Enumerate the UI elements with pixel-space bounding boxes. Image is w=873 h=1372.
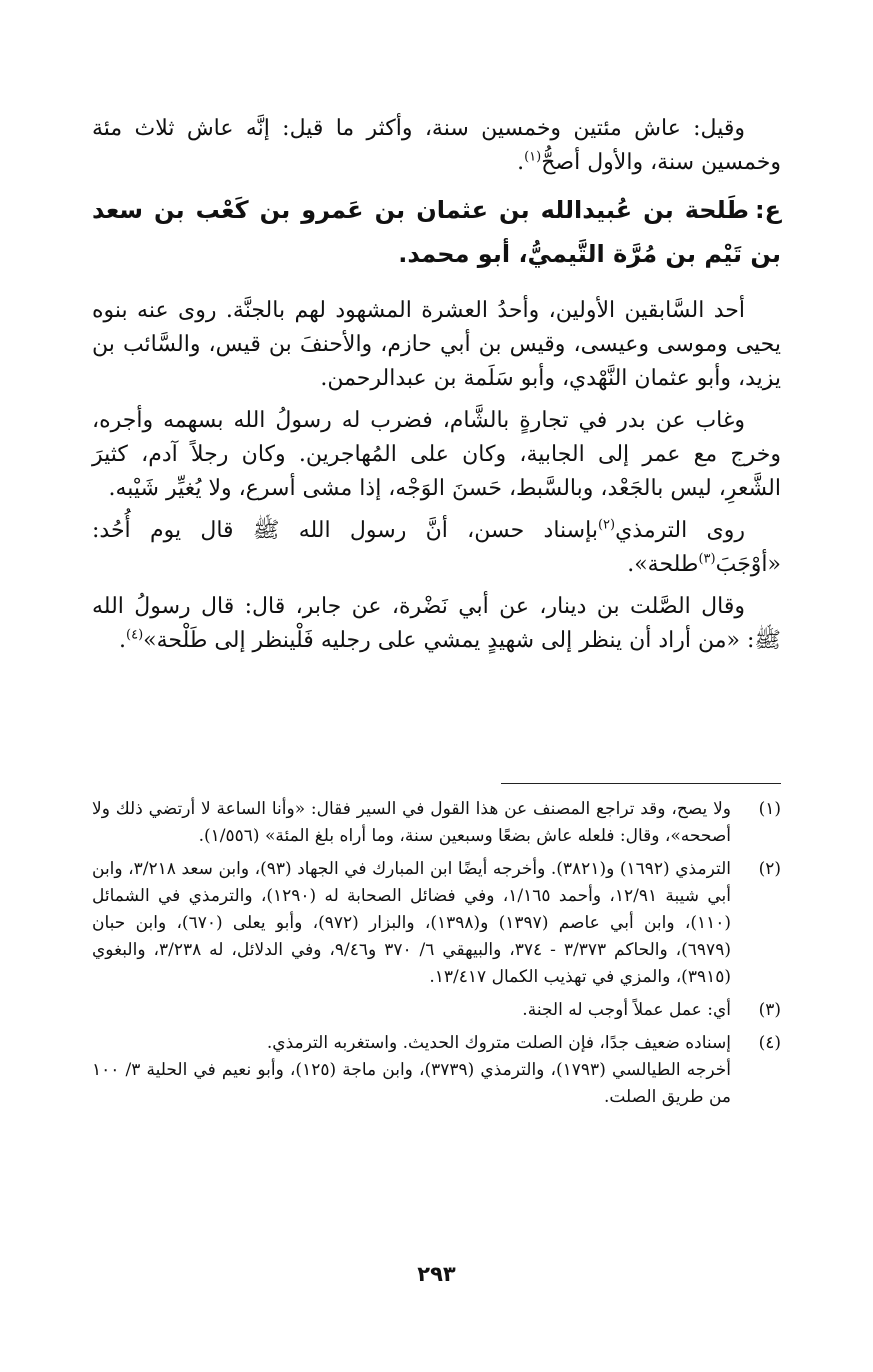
paragraph-lifespan [92, 112, 781, 180]
footnote-text [92, 997, 731, 1024]
footnote-ref-2: (٢) [597, 517, 616, 533]
footnote-number: (٢) [758, 859, 781, 879]
footnote-4 [92, 1030, 781, 1111]
footnote-ref-3: (٣) [698, 551, 716, 567]
paragraph-text: طلحة». [627, 552, 699, 577]
footnote-line: إسناده ضعيف جدًا، فإن الصلت متروك الحديث. واستغربه الترمذي. [266, 1033, 731, 1053]
entry-heading [92, 188, 781, 276]
footnotes [92, 796, 781, 1117]
footnote-line: أي: عمل عملاً أوجب له الجنة. [522, 1000, 731, 1020]
paragraph-text: وقال الصَّلت بن دينار، عن أبي نَضْرة، عن جابر، قال: قال رسولُ الله ﷺ: «من أراد أن ينظر إلى شهيدٍ يمشي على رجليه فَلْينظر إلى طَلْحة» [92, 594, 781, 653]
footnote-line: أخرجه الطيالسي (١٧٩٣)، والترمذي (٣٧٣٩)، وابن ماجة (١٢٥)، وأبو نعيم في الحلية ٣/ ١٠٠ من طريق الصلت. [92, 1060, 731, 1107]
footnote-divider [501, 783, 781, 784]
footnote-line: ولا يصح، وقد تراجع المصنف عن هذا القول في السير فقال: «وأنا الساعة لا أرتضي ذلك ولا أصححه»، وقال: فلعله عاش بضعًا وسبعين سنة، وما أراه بلغ المئة» (١/٥٥٦). [92, 799, 731, 846]
footnote-text [92, 856, 731, 991]
page-number: ٢٩٣ [417, 1262, 456, 1286]
footnote-ref-4: (٤) [126, 627, 144, 643]
paragraph-end: . [119, 628, 127, 653]
entry-marker: ع: [755, 196, 781, 224]
paragraph-end: . [517, 150, 525, 175]
paragraph-description: وغاب عن بدر في تجارةٍ بالشَّام، فضرب له رسولُ الله بسهمه وأجره، وخرج مع عمر إلى الجابية، وكان على المُهاجرين. وكان رجلاً آدم، كثيرَ الشَّعرِ، ليس بالجَعْد، وبالسَّبط، حَسنَ الوَجْه، إذا مشى أسرع، ولا يُغيِّر شَيْبه. [92, 408, 781, 501]
paragraph-text: وقيل: عاش مئتين وخمسين سنة، وأكثر ما قيل: إنَّه عاش ثلاث مئة وخمسين سنة، والأول أصحُّ [92, 116, 781, 175]
footnote-line: الترمذي (١٦٩٢) و(٣٨٢١). وأخرجه أيضًا ابن المبارك في الجهاد (٩٣)، وابن سعد ٣/٢١٨، وابن أبي شيبة ١٢/٩١، وأحمد ١/١٦٥، وفي فضائل الصحابة له (١٢٩٠)، والترمذي في الشمائل (١١٠)، وابن أبي عاصم (١٣٩٧) و(١٣٩٨)، والبزار (٩٧٢)، وأبو يعلى (٦٧٠)، وابن حبان (٦٩٧٩)، والحاكم ٣/٣٧٣ - ٣٧٤، والبيهقي ٦/ ٣٧٠ و٩/٤٦، وفي الدلائل، له ٣/٢٣٨، والبغوي (٣٩١٥)، والمزي في تهذيب الكمال ١٣/٤١٧. [92, 859, 731, 987]
footnote-number: (٤) [758, 1033, 781, 1053]
paragraph-text: بإسناد حسن، أنَّ رسول الله ﷺ قال يوم أُحُد: «أوْجَبَ [92, 518, 781, 577]
footnote-3 [92, 997, 781, 1024]
footnote-1 [92, 796, 781, 850]
paragraph-narrators: أحد السَّابقين الأولين، وأحدُ العشرة المشهود لهم بالجنَّة. روى عنه بنوه يحيى وموسى وعيسى، وقيس بن أبي حازم، والأحنفَ بن قيس، والسَّائب بن يزيد، وأبو عثمان النَّهْدي، وأبو سَلَمة بن عبدالرحمن. [92, 298, 781, 391]
footnote-text [92, 1030, 731, 1111]
paragraph-text: روى الترمذي [615, 518, 745, 543]
paragraph-hadith-uhud [92, 514, 781, 582]
footnote-number: (٣) [758, 1000, 781, 1020]
entry-title: طَلحة بن عُبيدالله بن عثمان بن عَمرو بن كَعْب بن سعد بن تَيْم بن مُرَّة التَّيميُّ، أبو محمد. [92, 196, 781, 268]
paragraph-hadith-shahid [92, 590, 781, 658]
footnote-text [92, 796, 731, 850]
footnote-2 [92, 856, 781, 991]
main-text [92, 112, 781, 666]
footnote-number: (١) [758, 799, 781, 819]
footnote-ref-1: (١) [524, 149, 542, 165]
